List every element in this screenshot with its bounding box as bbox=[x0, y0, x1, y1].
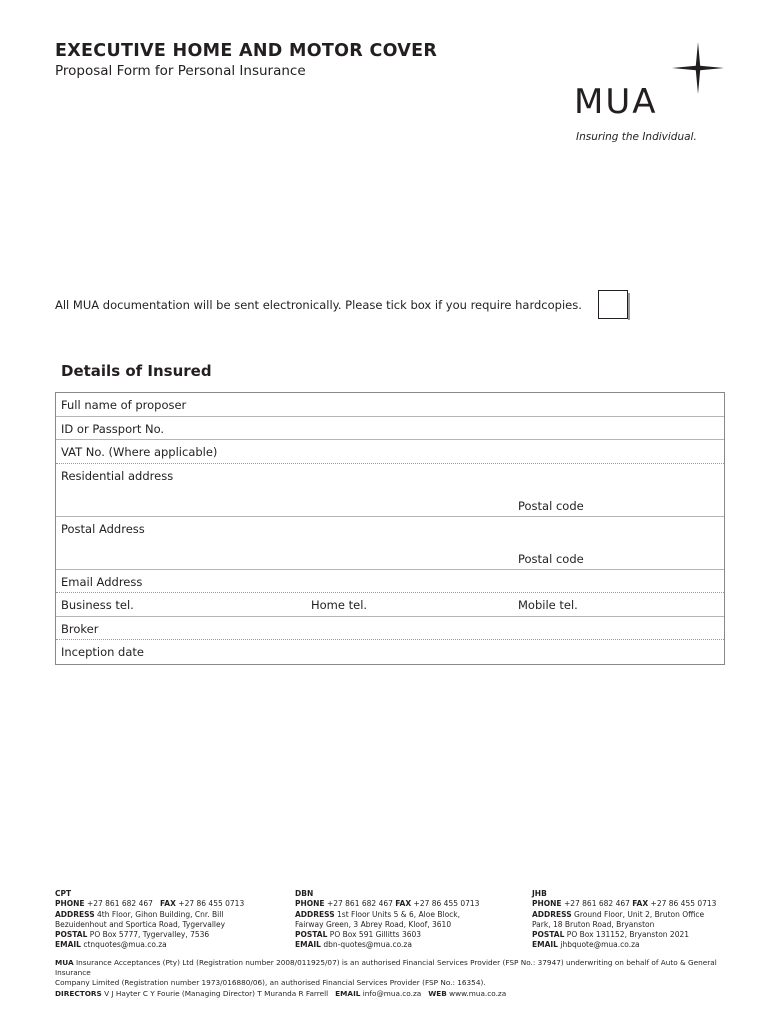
office-city: JHB bbox=[532, 889, 547, 898]
office-city: CPT bbox=[55, 889, 72, 898]
broker-label: Broker bbox=[61, 621, 99, 636]
postal-address-label: Postal Address bbox=[61, 521, 145, 536]
email-address-field[interactable] bbox=[56, 570, 724, 594]
business-tel-label: Business tel. bbox=[61, 598, 134, 612]
office-cpt: CPT PHONE +27 861 682 467 FAX +27 86 455 0713 ADDRESS 4th Floor, Gihon Building, Cnr. Bill Bezuidenhout and Sportica Road, Tygervalley POSTAL PO Box 5777, Tygervalley, 7536 EMAIL ctnquotes@mua.co.za bbox=[55, 889, 275, 951]
postal-postal-code-label: Postal code bbox=[518, 551, 584, 566]
broker-field[interactable] bbox=[56, 617, 724, 641]
office-email[interactable]: dbn-quotes@mua.co.za bbox=[323, 940, 412, 950]
vat-number-label: VAT No. (Where applicable) bbox=[61, 445, 218, 459]
mobile-tel-label: Mobile tel. bbox=[518, 598, 578, 612]
form-title: EXECUTIVE HOME AND MOTOR COVER bbox=[55, 41, 438, 61]
full-name-field[interactable] bbox=[56, 393, 724, 417]
legal-disclaimer: MUA Insurance Acceptances (Pty) Ltd (Registration number 2008/011925/07) is an authorised Financial Services Provider (FSP No.: 37947) underwriting on behalf of Auto & General Insurance Company Limited (Registration number 1973/016880/06), an authorised Financial Services Provider (FSP No.: 16354). DIRECTORS V J Hayter C Y Fourie (Managing Director) T Muranda R Farrell EMAIL info@mua.co.za WEB www.mua.co.za bbox=[55, 958, 717, 998]
home-tel-label: Home tel. bbox=[311, 598, 368, 612]
logo-tagline: Insuring the Individual. bbox=[576, 131, 697, 143]
section-title-details-of-insured: Details of Insured bbox=[61, 362, 212, 380]
hardcopy-checkbox[interactable] bbox=[598, 290, 628, 319]
company-email-link[interactable]: info@mua.co.za bbox=[362, 988, 422, 998]
mua-logo: MUA bbox=[574, 82, 658, 122]
full-name-label: Full name of proposer bbox=[61, 398, 187, 412]
vat-number-field[interactable] bbox=[56, 440, 724, 464]
telephone-row[interactable] bbox=[56, 593, 724, 617]
email-address-label: Email Address bbox=[61, 574, 143, 589]
form-subtitle: Proposal Form for Personal Insurance bbox=[55, 63, 306, 79]
office-email[interactable]: jhbquote@mua.co.za bbox=[560, 940, 640, 950]
hardcopy-instruction: All MUA documentation will be sent electronically. Please tick box if you require hardcopies. bbox=[55, 298, 582, 312]
four-point-star-icon bbox=[672, 42, 724, 94]
id-passport-label: ID or Passport No. bbox=[61, 421, 165, 436]
office-city: DBN bbox=[295, 889, 314, 898]
id-passport-field[interactable] bbox=[56, 417, 724, 441]
residential-address-label: Residential address bbox=[61, 468, 174, 483]
office-dbn: DBN PHONE +27 861 682 467 FAX +27 86 455 0713 ADDRESS 1st Floor Units 5 & 6, Aloe Block, Fairway Green, 3 Abrey Road, Kloof, 3610 POSTAL PO Box 591 Gillitts 3603 EMAIL dbn-quotes@mua.co.za bbox=[295, 889, 515, 951]
inception-date-label: Inception date bbox=[61, 645, 144, 659]
postal-address-field[interactable] bbox=[56, 517, 724, 570]
office-jhb: JHB PHONE +27 861 682 467 FAX +27 86 455 0713 ADDRESS Ground Floor, Unit 2, Bruton Office Park, 18 Bruton Road, Bryanston POSTAL PO Box 131152, Bryanston 2021 EMAIL jhbquote@mua.co.za bbox=[532, 889, 752, 951]
company-web-link[interactable]: www.mua.co.za bbox=[449, 988, 507, 998]
residential-postal-code-label: Postal code bbox=[518, 498, 584, 513]
inception-date-field[interactable] bbox=[56, 640, 724, 664]
details-of-insured-table bbox=[55, 392, 725, 665]
residential-address-field[interactable] bbox=[56, 464, 724, 517]
office-email[interactable]: ctnquotes@mua.co.za bbox=[83, 940, 167, 950]
